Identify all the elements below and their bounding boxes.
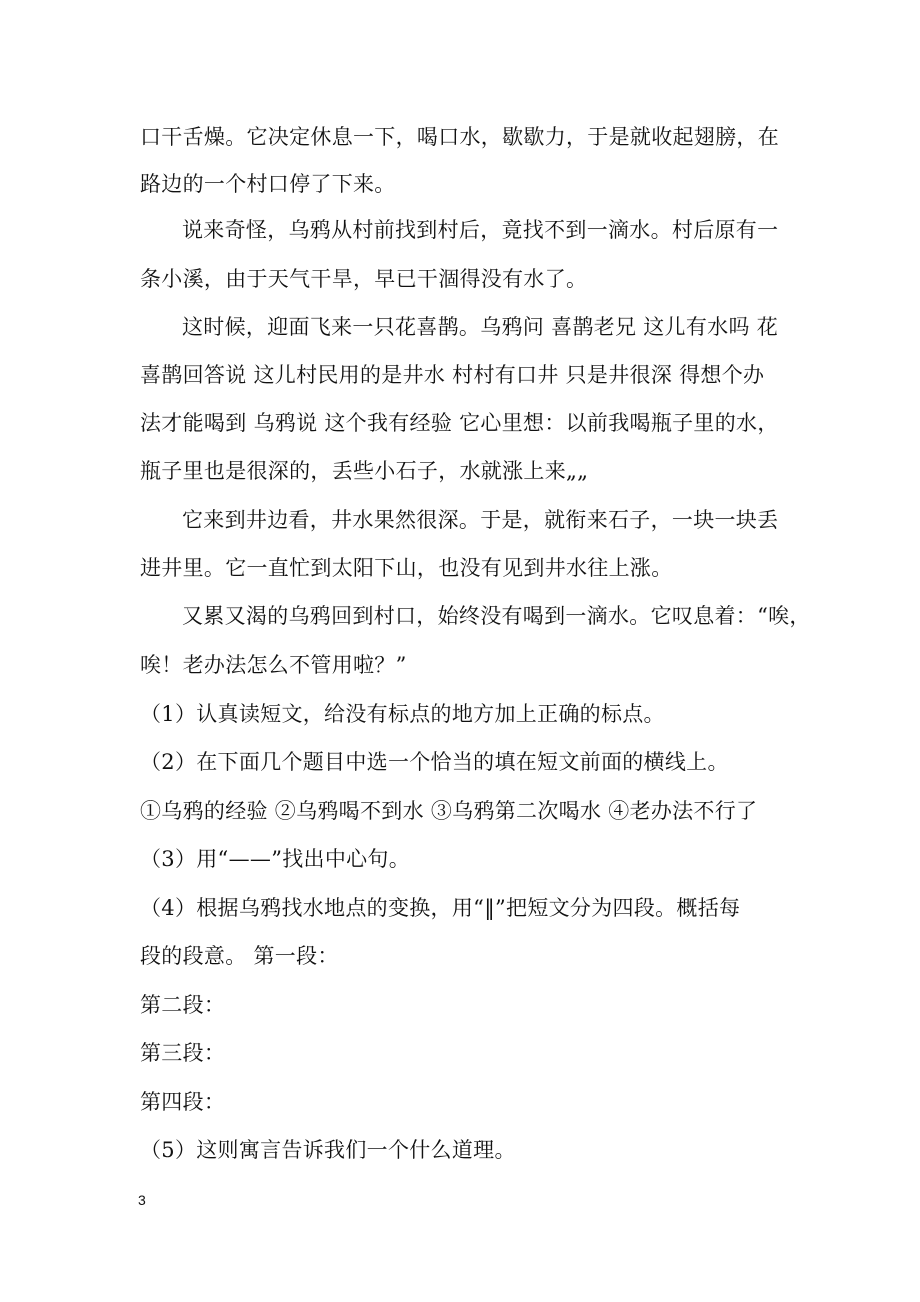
section-four-label: 第四段：: [140, 1090, 226, 1114]
text-line-12: 唉！老办法怎么不管用啦？”: [140, 653, 407, 677]
text-line-9: 它来到井边看，井水果然很深。于是，就衔来石子，一块一块丢: [182, 508, 779, 532]
text-line-7: 法才能喝到 乌鸦说 这个我有经验 它心里想：以前我喝瓶子里的水，: [140, 411, 779, 435]
text-line-11: 又累又渴的乌鸦回到村口，始终没有喝到一滴水。它叹息着：“唉，: [182, 604, 811, 628]
question-5: （5）这则寓言告诉我们一个什么道理。: [140, 1138, 516, 1162]
title-options: ①乌鸦的经验 ②乌鸦喝不到水 ③乌鸦第二次喝水 ④老办法不行了: [140, 799, 758, 823]
section-three-label: 第三段：: [140, 1041, 226, 1065]
question-3: （3）用“——”找出中心句。: [140, 847, 411, 871]
text-line-3: 说来奇怪，乌鸦从村前找到村后，竟找不到一滴水。村后原有一: [182, 218, 779, 242]
question-4-continued: 段的段意。 第一段：: [140, 944, 339, 968]
text-line-1: 口干舌燥。它决定休息一下，喝口水，歇歇力，于是就收起翅膀，在: [140, 125, 779, 149]
text-line-10: 进井里。它一直忙到太阳下山，也没有见到井水往上涨。: [140, 556, 673, 580]
text-line-4: 条小溪，由于天气干旱，早已干涸得没有水了。: [140, 267, 588, 291]
question-4: （4）根据乌鸦找水地点的变换，用“‖”把短文分为四段。概括每: [140, 896, 741, 920]
text-line-5: 这时候，迎面飞来一只花喜鹊。乌鸦问 喜鹊老兄 这儿有水吗 花: [182, 315, 779, 339]
text-line-6: 喜鹊回答说 这儿村民用的是井水 村村有口井 只是井很深 得想个办: [140, 363, 765, 387]
text-line-8: 瓶子里也是很深的，丢些小石子，水就涨上来„„: [140, 459, 589, 483]
section-two-label: 第二段：: [140, 993, 226, 1017]
question-2: （2）在下面几个题目中选一个恰当的填在短文前面的横线上。: [140, 750, 729, 774]
page-number: 3: [138, 1192, 146, 1208]
question-1: （1）认真读短文，给没有标点的地方加上正确的标点。: [140, 702, 665, 726]
text-line-2: 路边的一个村口停了下来。: [140, 172, 396, 196]
